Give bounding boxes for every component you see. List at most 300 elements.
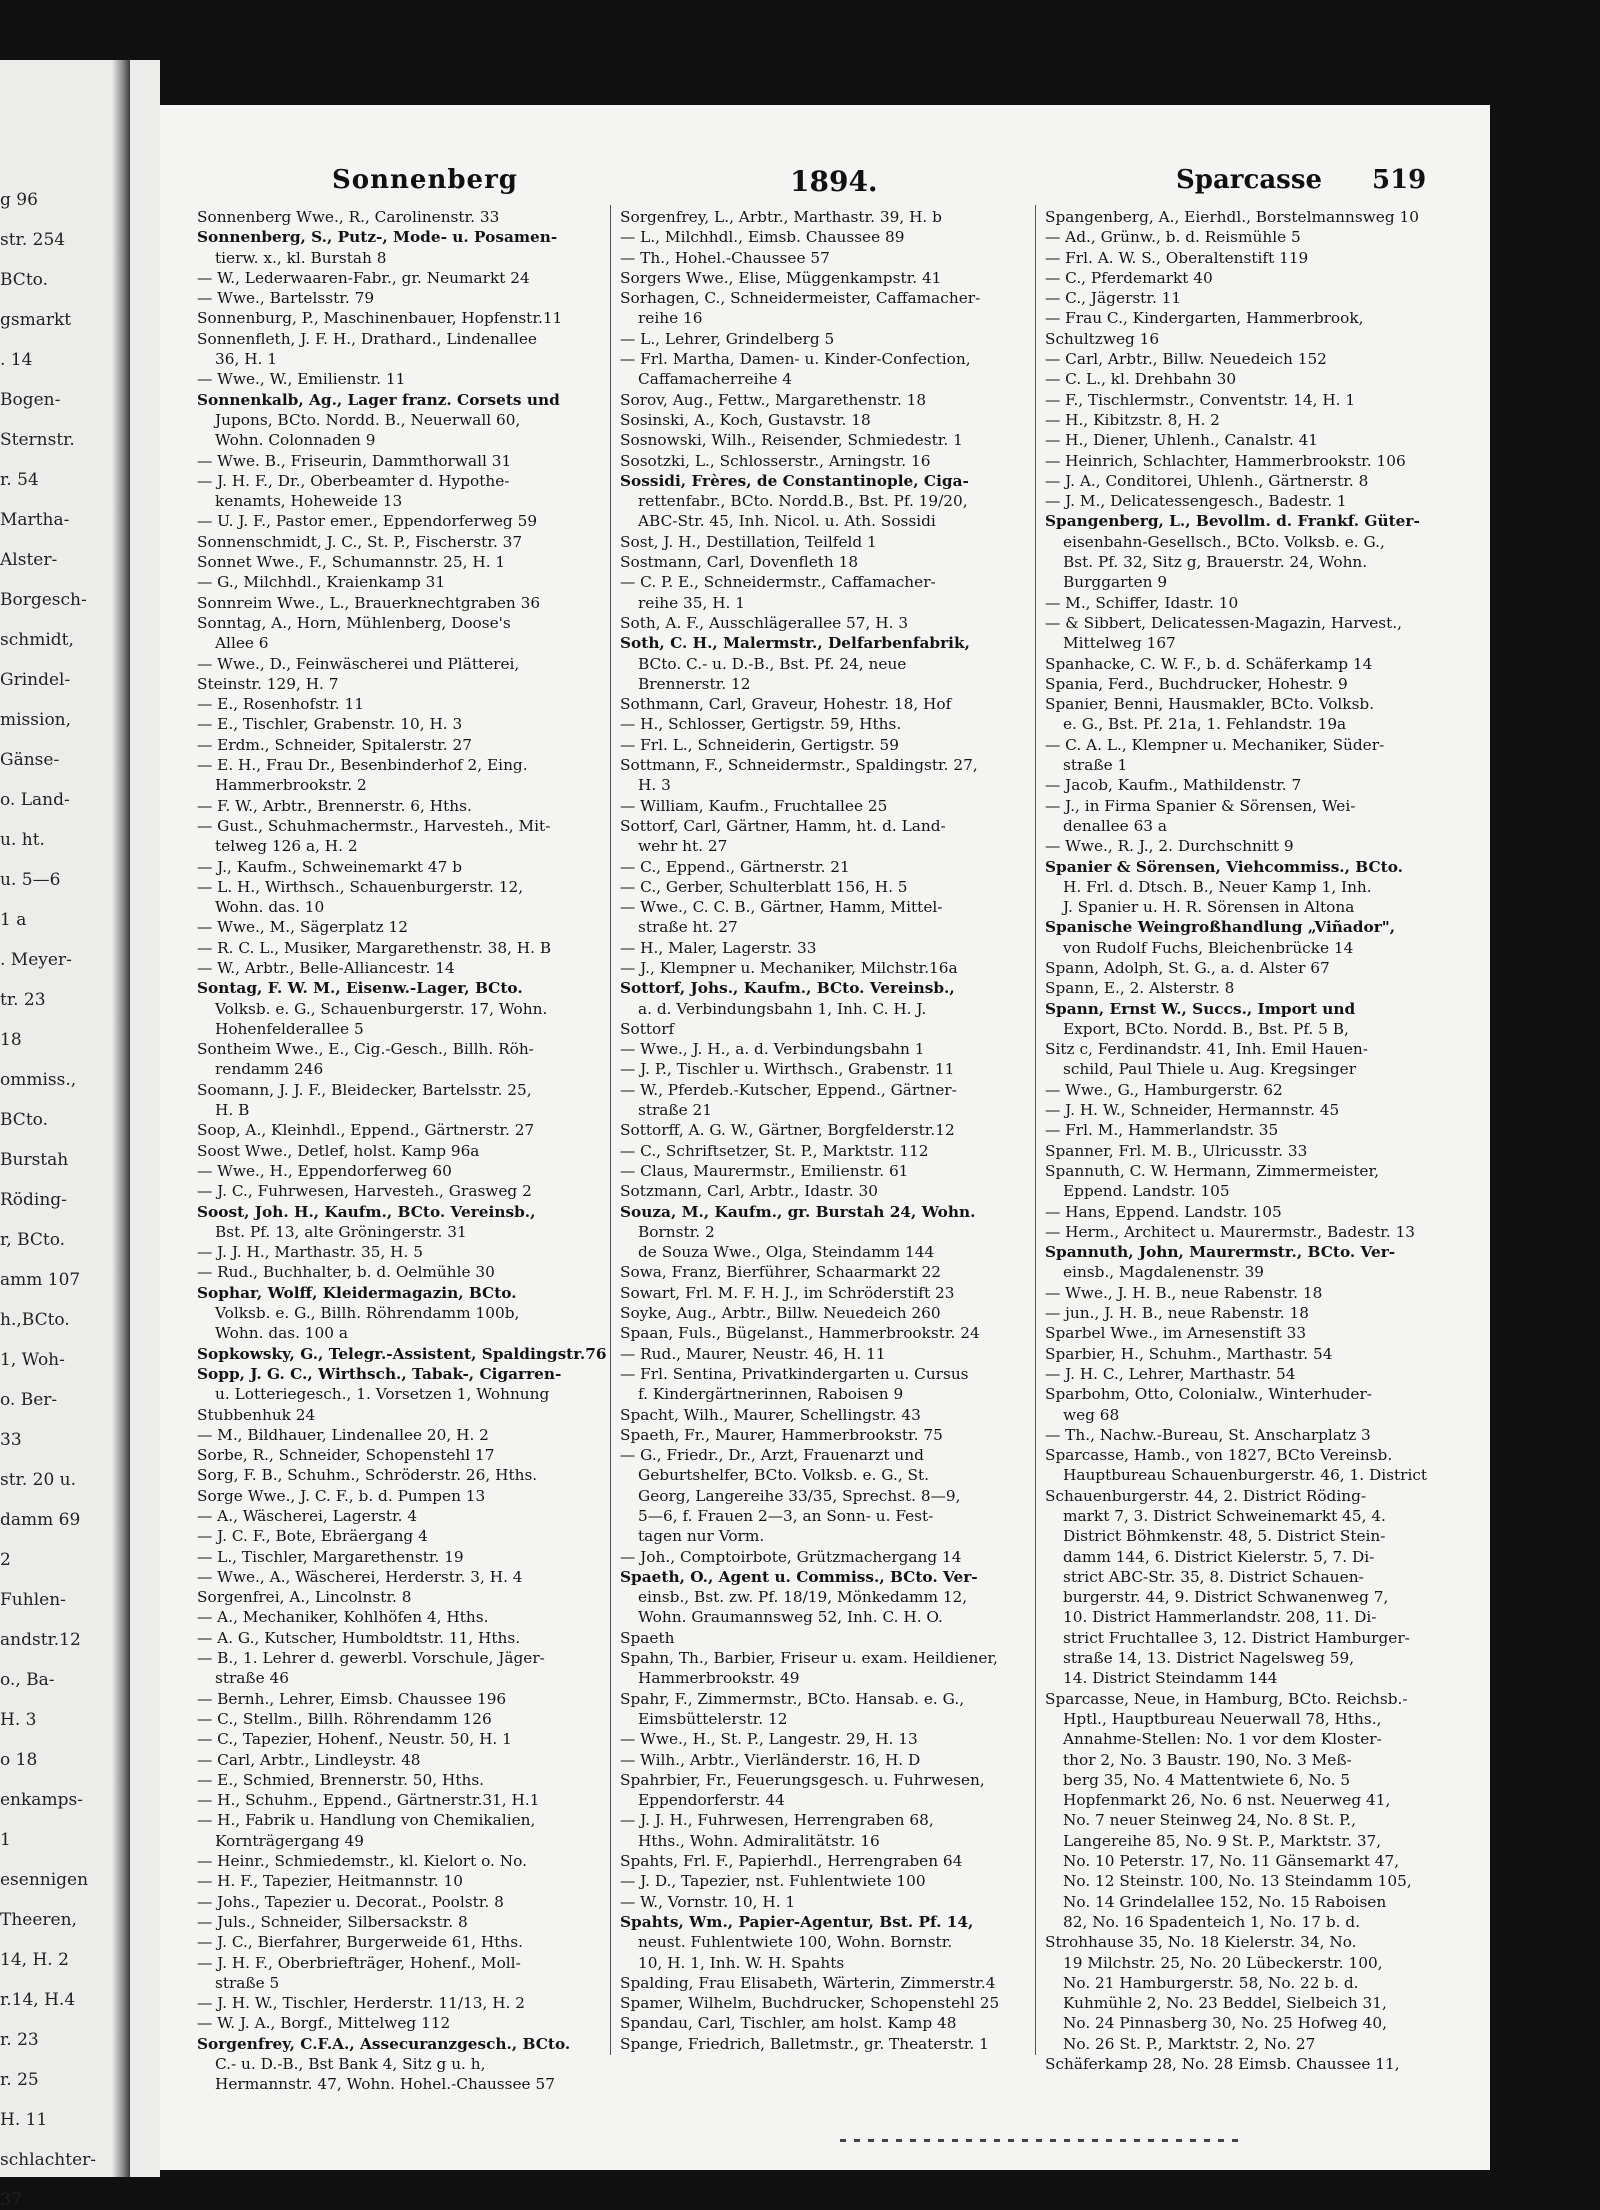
column-2 <box>620 207 1018 2054</box>
directory-entry-line: — Gust., Schuhmachermstr., Harvesteh., Mit- <box>197 816 551 835</box>
previous-page-fragment: u. ht. <box>0 830 45 850</box>
directory-entry-line: Brennerstr. 12 <box>638 674 751 693</box>
directory-entry-line: straße 5 <box>215 1973 280 1992</box>
directory-entry-line: Steinstr. 129, H. 7 <box>197 674 339 693</box>
previous-page-fragment: Sternstr. <box>0 430 75 450</box>
previous-page-fragment: Martha- <box>0 510 70 530</box>
directory-entry-line: 19 Milchstr. 25, No. 20 Lübeckerstr. 100, <box>1063 1953 1383 1972</box>
directory-entry-line: — Wwe., W., Emilienstr. 11 <box>197 370 406 389</box>
directory-entry-line: — B., 1. Lehrer d. gewerbl. Vorschule, Jäger- <box>197 1649 545 1668</box>
directory-entry-line: — C., Schriftsetzer, St. P., Marktstr. 112 <box>620 1141 929 1160</box>
directory-entry-line: Sontag, F. W. M., Eisenw.-Lager, BCto. <box>197 979 523 998</box>
directory-entry-line: tagen nur Vorm. <box>638 1527 765 1546</box>
directory-entry-line: Hths., Wohn. Admiralitätstr. 16 <box>638 1831 880 1850</box>
directory-entry-line: — Wwe., C. C. B., Gärtner, Hamm, Mittel- <box>620 898 943 917</box>
directory-entry-line: Allee 6 <box>215 634 269 653</box>
directory-entry-line: Sothmann, Carl, Graveur, Hohestr. 18, Hof <box>620 695 952 714</box>
directory-entry-line: — jun., J. H. B., neue Rabenstr. 18 <box>1045 1304 1309 1323</box>
directory-entry-line: — C., Eppend., Gärtnerstr. 21 <box>620 857 850 876</box>
directory-entry-line: — Claus, Maurermstr., Emilienstr. 61 <box>620 1161 909 1180</box>
directory-entry-line: — Frl. Sentina, Privatkindergarten u. Cursus <box>620 1364 969 1383</box>
directory-entry-line: — J. H. F., Oberbriefträger, Hohenf., Moll- <box>197 1953 521 1972</box>
directory-entry-line: strict Fruchtallee 3, 12. District Hamburger- <box>1063 1628 1410 1647</box>
directory-entry-line: Sostmann, Carl, Dovenfleth 18 <box>620 553 859 572</box>
directory-entry-line: — William, Kaufm., Fruchtallee 25 <box>620 796 888 815</box>
directory-entry-line: — C., Pferdemarkt 40 <box>1045 268 1213 287</box>
previous-page-fragment: BCto. <box>0 270 48 290</box>
directory-entry-line: No. 26 St. P., Marktstr. 2, No. 27 <box>1063 2034 1316 2053</box>
directory-entry-line: Sonnenberg, S., Putz-, Mode- u. Posamen- <box>197 228 558 247</box>
directory-entry-line: No. 24 Pinnasberg 30, No. 25 Hofweg 40, <box>1063 2014 1387 2033</box>
previous-page-fragment: schlachter- <box>0 2150 96 2170</box>
directory-entry-line: Soomann, J. J. F., Bleidecker, Bartelsstr. 25, <box>197 1080 532 1099</box>
directory-entry-line: — J. C., Fuhrwesen, Harvesteh., Grasweg 2 <box>197 1182 532 1201</box>
previous-page-fragment: damm 69 <box>0 1510 81 1530</box>
directory-entry-line: Spahr, F., Zimmermstr., BCto. Hansab. e. G., <box>620 1689 965 1708</box>
directory-entry-line: Hammerbrookstr. 2 <box>215 776 367 795</box>
directory-entry-line: Sottmann, F., Schneidermstr., Spaldingstr. 27, <box>620 756 978 775</box>
directory-entry-line: Sost, J. H., Destillation, Teilfeld 1 <box>620 532 877 551</box>
directory-entry-line: — R. C. L., Musiker, Margarethenstr. 38, H. B <box>197 938 552 957</box>
directory-entry-line: — J., in Firma Spanier & Sörensen, Wei- <box>1045 796 1356 815</box>
previous-page-fragment: Theeren, <box>0 1910 77 1930</box>
previous-page-fragment: 1 <box>0 1830 11 1850</box>
column-divider <box>610 205 611 2055</box>
directory-entry-line: Eppend. Landstr. 105 <box>1063 1182 1230 1201</box>
directory-entry-line: — Rud., Maurer, Neustr. 46, H. 11 <box>620 1344 886 1363</box>
directory-entry-line: Sottorf, Carl, Gärtner, Hamm, ht. d. Land- <box>620 816 946 835</box>
directory-entry-line: reihe 35, H. 1 <box>638 593 746 612</box>
directory-entry-line: — F. W., Arbtr., Brennerstr. 6, Hths. <box>197 796 472 815</box>
previous-page-fragment: 18 <box>0 1030 22 1050</box>
directory-entry-line: Sitz c, Ferdinandstr. 41, Inh. Emil Hauen- <box>1045 1040 1368 1059</box>
directory-entry-line: Sonnenburg, P., Maschinenbauer, Hopfenstr.11 <box>197 309 563 328</box>
directory-entry-line: 10, H. 1, Inh. W. H. Spahts <box>638 1953 845 1972</box>
previous-page-fragment: . 14 <box>0 350 33 370</box>
directory-entry-line: Souza, M., Kaufm., gr. Burstah 24, Wohn. <box>620 1202 976 1221</box>
previous-page-fragment: andstr.12 <box>0 1630 81 1650</box>
directory-entry-line: — M., Schiffer, Idastr. 10 <box>1045 593 1239 612</box>
directory-entry-line: Eimsbüttelerstr. 12 <box>638 1709 788 1728</box>
directory-entry-line: berg 35, No. 4 Mattentwiete 6, No. 5 <box>1063 1770 1351 1789</box>
directory-entry-line: — E., Rosenhofstr. 11 <box>197 695 364 714</box>
directory-entry-line: kenamts, Hoheweide 13 <box>215 492 403 511</box>
directory-entry-line: Sopp, J. G. C., Wirthsch., Tabak-, Cigarren- <box>197 1364 562 1383</box>
directory-entry-line: — Frl. A. W. S., Oberaltenstift 119 <box>1045 248 1309 267</box>
previous-page-fragment: gsmarkt <box>0 310 72 330</box>
directory-entry-line: Mittelweg 167 <box>1063 634 1176 653</box>
directory-entry-line: — W., Lederwaaren-Fabr., gr. Neumarkt 24 <box>197 268 530 287</box>
directory-entry-line: Spahn, Th., Barbier, Friseur u. exam. Heildiener, <box>620 1649 998 1668</box>
directory-entry-line: Spahrbier, Fr., Feuerungsgesch. u. Fuhrwesen, <box>620 1770 985 1789</box>
directory-entry-line: — Carl, Arbtr., Billw. Neuedeich 152 <box>1045 350 1327 369</box>
directory-entry-line: Sopkowsky, G., Telegr.-Assistent, Spaldingstr.76 <box>197 1344 607 1363</box>
directory-entry-line: Burggarten 9 <box>1063 573 1168 592</box>
directory-entry-line: — Wwe., A., Wäscherei, Herderstr. 3, H. 4 <box>197 1567 523 1586</box>
directory-entry-line: Sosnowski, Wilh., Reisender, Schmiedestr. 1 <box>620 431 963 450</box>
directory-entry-line: — L. H., Wirthsch., Schauenburgerstr. 12, <box>197 877 524 896</box>
directory-entry-line: — C. A. L., Klempner u. Mechaniker, Süder- <box>1045 735 1385 754</box>
previous-page-fragment: r. 54 <box>0 470 39 490</box>
directory-entry-line: reihe 16 <box>638 309 703 328</box>
previous-page-fragment: 2 <box>0 1550 11 1570</box>
directory-entry-line: straße 14, 13. District Nagelsweg 59, <box>1063 1649 1355 1668</box>
directory-entry-line: Sparbohm, Otto, Colonialw., Winterhuder- <box>1045 1385 1372 1404</box>
directory-entry-line: Sorg, F. B., Schuhm., Schröderstr. 26, Hths. <box>197 1466 538 1485</box>
directory-entry-line: weg 68 <box>1063 1405 1120 1424</box>
directory-entry-line: einsb., Bst. zw. Pf. 18/19, Mönkedamm 12, <box>638 1588 968 1607</box>
directory-entry-line: — W., Vornstr. 10, H. 1 <box>620 1892 796 1911</box>
previous-page-fragment: Fuhlen- <box>0 1590 66 1610</box>
directory-entry-line: District Böhmkenstr. 48, 5. District Stein- <box>1063 1527 1386 1546</box>
previous-page-fragment: o. Land- <box>0 790 70 810</box>
directory-page <box>160 105 1490 2170</box>
directory-entry-line: Spanner, Frl. M. B., Ulricusstr. 33 <box>1045 1141 1308 1160</box>
directory-entry-line: — Hans, Eppend. Landstr. 105 <box>1045 1202 1282 1221</box>
previous-page-fragment: Burstah <box>0 1150 69 1170</box>
directory-entry-line: Sorgers Wwe., Elise, Müggenkampstr. 41 <box>620 268 942 287</box>
directory-entry-line: — Wwe., R. J., 2. Durchschnitt 9 <box>1045 837 1294 856</box>
directory-entry-line: Spange, Friedrich, Balletmstr., gr. Theaterstr. 1 <box>620 2034 989 2053</box>
directory-entry-line: Soyke, Aug., Arbtr., Billw. Neuedeich 260 <box>620 1304 941 1323</box>
directory-entry-line: — Frau C., Kindergarten, Hammerbrook, <box>1045 309 1364 328</box>
directory-entry-line: Hammerbrookstr. 49 <box>638 1669 800 1688</box>
directory-entry-line: 5—6, f. Frauen 2—3, an Sonn- u. Fest- <box>638 1507 934 1525</box>
directory-entry-line: telweg 126 a, H. 2 <box>215 837 358 856</box>
directory-entry-line: Spaeth <box>620 1628 675 1647</box>
previous-page-fragment: Gänse- <box>0 750 60 770</box>
previous-page-fragment: . Meyer- <box>0 950 72 970</box>
directory-entry-line: von Rudolf Fuchs, Bleichenbrücke 14 <box>1063 938 1354 957</box>
directory-entry-line: f. Kindergärtnerinnen, Raboisen 9 <box>638 1385 904 1404</box>
previous-page-fragment: Alster- <box>0 550 58 570</box>
directory-entry-line: C.- u. D.-B., Bst Bank 4, Sitz g u. h, <box>215 2055 486 2074</box>
directory-entry-line: Sontheim Wwe., E., Cig.-Gesch., Billh. Röh- <box>197 1040 534 1059</box>
directory-entry-line: — A., Mechaniker, Kohlhöfen 4, Hths. <box>197 1608 489 1627</box>
directory-entry-line: — H., Fabrik u. Handlung von Chemikalien, <box>197 1811 536 1830</box>
directory-entry-line: Soth, C. H., Malermstr., Delfarbenfabrik, <box>620 634 970 653</box>
directory-entry-line: Bst. Pf. 13, alte Gröningerstr. 31 <box>215 1222 467 1241</box>
directory-entry-line: rendamm 246 <box>215 1060 324 1079</box>
directory-entry-line: Strohhause 35, No. 18 Kielerstr. 34, No. <box>1045 1933 1357 1952</box>
directory-entry-line: Sottorf <box>620 1019 675 1038</box>
previous-page-fragment: 33 <box>0 1430 22 1450</box>
directory-entry-line: Soth, A. F., Ausschlägerallee 57, H. 3 <box>620 613 909 632</box>
directory-entry-line: — A. G., Kutscher, Humboldtstr. 11, Hths. <box>197 1628 521 1647</box>
directory-entry-line: — J. A., Conditorei, Uhlenh., Gärtnerstr. 8 <box>1045 471 1369 490</box>
directory-entry-line: — H. F., Tapezier, Heitmannstr. 10 <box>197 1872 463 1891</box>
directory-entry-line: Spann, Ernst W., Succs., Import und <box>1045 999 1356 1018</box>
directory-entry-line: Sparbel Wwe., im Arnesenstift 33 <box>1045 1324 1307 1343</box>
directory-entry-line: — Wwe., J. H. B., neue Rabenstr. 18 <box>1045 1283 1323 1302</box>
directory-entry-line: Volksb. e. G., Schauenburgerstr. 17, Wohn. <box>215 999 548 1018</box>
directory-entry-line: Spandau, Carl, Tischler, am holst. Kamp 48 <box>620 2014 957 2033</box>
directory-entry-line: a. d. Verbindungsbahn 1, Inh. C. H. J. <box>638 999 927 1018</box>
directory-entry-line: — Frl. Martha, Damen- u. Kinder-Confection, <box>620 350 971 369</box>
directory-entry-line: Caffamacherreihe 4 <box>638 370 792 389</box>
directory-entry-line: straße 21 <box>638 1101 713 1120</box>
directory-entry-line: Hptl., Hauptbureau Neuerwall 78, Hths., <box>1063 1709 1382 1728</box>
previous-page-fragment: 1 a <box>0 910 27 930</box>
directory-entry-line: — Wwe. B., Friseurin, Dammthorwall 31 <box>197 451 512 470</box>
directory-entry-line: Spannuth, John, Maurermstr., BCto. Ver- <box>1045 1243 1396 1262</box>
directory-entry-line: — J. J. H., Fuhrwesen, Herrengraben 68, <box>620 1811 934 1830</box>
directory-entry-line: No. 12 Steinstr. 100, No. 13 Steindamm 105, <box>1063 1872 1412 1891</box>
directory-entry-line: Soost Wwe., Detlef, holst. Kamp 96a <box>197 1141 480 1160</box>
directory-entry-line: — G., Friedr., Dr., Arzt, Frauenarzt und <box>620 1446 924 1465</box>
directory-entry-line: — Juls., Schneider, Silbersackstr. 8 <box>197 1912 468 1931</box>
directory-entry-line: — Jacob, Kaufm., Mathildenstr. 7 <box>1045 776 1302 795</box>
directory-entry-line: Volksb. e. G., Billh. Röhrendamm 100b, <box>215 1304 520 1323</box>
directory-entry-line: — W. J. A., Borgf., Mittelweg 112 <box>197 2014 451 2033</box>
column-3 <box>1045 207 1465 2074</box>
directory-entry-line: Sorbe, R., Schneider, Schopenstehl 17 <box>197 1446 495 1465</box>
directory-entry-line: — G., Milchhdl., Kraienkamp 31 <box>197 573 446 592</box>
directory-entry-line: — Bernh., Lehrer, Eimsb. Chaussee 196 <box>197 1689 507 1708</box>
directory-entry-line: — & Sibbert, Delicatessen-Magazin, Harvest., <box>1045 613 1403 632</box>
directory-entry-line: Hermannstr. 47, Wohn. Hohel.-Chaussee 57 <box>215 2075 555 2094</box>
previous-page-fragment: esennigen <box>0 1870 89 1890</box>
directory-entry-line: Spahts, Wm., Papier-Agentur, Bst. Pf. 14, <box>620 1912 974 1931</box>
previous-page-fragment: str. 254 <box>0 230 66 250</box>
previous-page-fragment: enkamps- <box>0 1790 83 1810</box>
directory-entry-line: Wohn. das. 10 <box>215 898 325 917</box>
directory-entry-line: — Erdm., Schneider, Spitalerstr. 27 <box>197 735 472 754</box>
directory-entry-line: — E., Schmied, Brennerstr. 50, Hths. <box>197 1770 485 1789</box>
directory-entry-line: wehr ht. 27 <box>638 837 728 856</box>
directory-entry-line: Spaeth, O., Agent u. Commiss., BCto. Ver- <box>620 1567 978 1586</box>
previous-page-fragment: H. 3 <box>0 1710 37 1730</box>
directory-entry-line: Spangenberg, L., Bevollm. d. Frankf. Güter- <box>1045 512 1420 531</box>
directory-entry-line: straße 46 <box>215 1669 290 1688</box>
directory-entry-line: BCto. C.- u. D.-B., Bst. Pf. 24, neue <box>638 654 907 673</box>
directory-entry-line: Sowart, Frl. M. F. H. J., im Schröderstift 23 <box>620 1283 955 1302</box>
previous-page-fragment: r, BCto. <box>0 1230 66 1250</box>
directory-entry-line: Sorge Wwe., J. C. F., b. d. Pumpen 13 <box>197 1486 486 1505</box>
directory-entry-line: — J. C., Bierfahrer, Burgerweide 61, Hths. <box>197 1933 523 1952</box>
directory-entry-line: — C., Gerber, Schulterblatt 156, H. 5 <box>620 877 908 896</box>
directory-entry-line: — J., Kaufm., Schweinemarkt 47 b <box>197 857 463 876</box>
directory-entry-line: H. 3 <box>638 776 671 795</box>
directory-entry-line: — J. H. W., Tischler, Herderstr. 11/13, H. 2 <box>197 1994 526 2013</box>
directory-entry-line: — L., Tischler, Margarethenstr. 19 <box>197 1547 464 1566</box>
page-number: 519 <box>1372 165 1427 195</box>
directory-entry-line: — Wwe., M., Sägerplatz 12 <box>197 918 408 937</box>
directory-entry-line: — H., Kibitzstr. 8, H. 2 <box>1045 410 1220 429</box>
directory-entry-line: Schauenburgerstr. 44, 2. District Röding- <box>1045 1486 1367 1505</box>
directory-entry-line: Spann, Adolph, St. G., a. d. Alster 67 <box>1045 958 1330 977</box>
previous-page-fragment: Grindel- <box>0 670 71 690</box>
directory-entry-line: — J. H. F., Dr., Oberbeamter d. Hypothe- <box>197 471 510 490</box>
directory-entry-line: 14. District Steindamm 144 <box>1063 1669 1278 1688</box>
directory-entry-line: No. 7 neuer Steinweg 24, No. 8 St. P., <box>1063 1811 1356 1830</box>
directory-entry-line: Schultzweg 16 <box>1045 329 1160 348</box>
directory-entry-line: Sorhagen, C., Schneidermeister, Caffamacher- <box>620 289 981 308</box>
directory-entry-line: H. Frl. d. Dtsch. B., Neuer Kamp 1, Inh. <box>1063 877 1372 896</box>
directory-entry-line: — H., Schlosser, Gertigstr. 59, Hths. <box>620 715 902 734</box>
directory-entry-line: Sonnenkalb, Ag., Lager franz. Corsets und <box>197 390 560 409</box>
directory-entry-line: Spanier, Benni, Hausmakler, BCto. Volksb. <box>1045 695 1375 714</box>
directory-entry-line: — J. M., Delicatessengesch., Badestr. 1 <box>1045 492 1347 511</box>
directory-entry-line: straße ht. 27 <box>638 918 738 937</box>
directory-entry-line: — Ad., Grünw., b. d. Reismühle 5 <box>1045 228 1301 247</box>
directory-entry-line: einsb., Magdalenenstr. 39 <box>1063 1263 1265 1282</box>
directory-entry-line: Schäferkamp 28, No. 28 Eimsb. Chaussee 11, <box>1045 2055 1400 2074</box>
directory-entry-line: Kuhmühle 2, No. 23 Beddel, Sielbeich 31, <box>1063 1994 1387 2013</box>
directory-entry-line: Annahme-Stellen: No. 1 vor dem Kloster- <box>1063 1730 1382 1749</box>
directory-entry-line: Sonnenberg Wwe., R., Carolinenstr. 33 <box>197 208 500 226</box>
previous-page-fragment: str. 20 u. <box>0 1470 77 1490</box>
directory-entry-line: Sophar, Wolff, Kleidermagazin, BCto. <box>197 1283 517 1302</box>
directory-entry-line: Spanier & Sörensen, Viehcommiss., BCto. <box>1045 857 1403 876</box>
directory-entry-line: — Joh., Comptoirbote, Grützmachergang 14 <box>620 1547 962 1566</box>
previous-page-fragment: 37 <box>0 2190 22 2210</box>
directory-entry-line: Spaeth, Fr., Maurer, Hammerbrookstr. 75 <box>620 1425 943 1444</box>
directory-entry-line: Sottorf, Johs., Kaufm., BCto. Vereinsb., <box>620 979 955 998</box>
directory-entry-line: Stubbenhuk 24 <box>197 1405 316 1424</box>
previous-page-fragment: tr. 23 <box>0 990 46 1010</box>
directory-entry-line: — Herm., Architect u. Maurermstr., Badestr. 13 <box>1045 1222 1416 1241</box>
directory-entry-line: Sparcasse, Hamb., von 1827, BCto Vereinsb. <box>1045 1446 1393 1465</box>
directory-entry-line: — H., Maler, Lagerstr. 33 <box>620 938 817 957</box>
directory-entry-line: — J. D., Tapezier, nst. Fuhlentwiete 100 <box>620 1872 926 1891</box>
directory-entry-line: Sowa, Franz, Bierführer, Schaarmarkt 22 <box>620 1263 942 1282</box>
previous-page-fragment: o., Ba- <box>0 1670 55 1690</box>
running-header <box>160 165 1490 205</box>
previous-page-fragment: BCto. <box>0 1110 48 1130</box>
directory-entry-line: Spanische Weingroßhandlung „Viñador", <box>1045 918 1396 937</box>
directory-entry-line: — W., Arbtr., Belle-Alliancestr. 14 <box>197 958 455 977</box>
directory-entry-line: Sosinski, A., Koch, Gustavstr. 18 <box>620 410 871 429</box>
directory-entry-line: — Carl, Arbtr., Lindleystr. 48 <box>197 1750 421 1769</box>
directory-entry-line: — L., Lehrer, Grindelberg 5 <box>620 329 835 348</box>
directory-entry-line: — Wwe., D., Feinwäscherei und Plätterei, <box>197 654 520 673</box>
previous-page-fragment: r.14, H.4 <box>0 1990 76 2010</box>
directory-entry-line: No. 21 Hamburgerstr. 58, No. 22 b. d. <box>1063 1973 1359 1992</box>
previous-page-fragment: Bogen- <box>0 390 61 410</box>
bottom-print-mark <box>840 2139 1240 2142</box>
directory-entry-line: u. Lotteriegesch., 1. Vorsetzen 1, Wohnung <box>215 1385 550 1404</box>
directory-entry-line: — Th., Hohel.-Chaussee 57 <box>620 248 830 267</box>
directory-entry-line: — J. J. H., Marthastr. 35, H. 5 <box>197 1243 423 1262</box>
directory-entry-line: Sonnenfleth, J. F. H., Drathard., Lindenallee <box>197 329 537 348</box>
directory-entry-line: — J. H. W., Schneider, Hermannstr. 45 <box>1045 1101 1340 1120</box>
directory-entry-line: Langereihe 85, No. 9 St. P., Marktstr. 37, <box>1063 1831 1382 1850</box>
previous-page-fragment: amm 107 <box>0 1270 81 1290</box>
directory-entry-line: H. B <box>215 1101 250 1120</box>
directory-entry-line: — J., Klempner u. Mechaniker, Milchstr.16a <box>620 958 958 977</box>
directory-entry-line: — E., Tischler, Grabenstr. 10, H. 3 <box>197 715 463 734</box>
directory-entry-line: Sonnenschmidt, J. C., St. P., Fischerstr. 37 <box>197 532 523 551</box>
directory-entry-line: Sorov, Aug., Fettw., Margarethenstr. 18 <box>620 390 927 409</box>
directory-entry-line: — H., Schuhm., Eppend., Gärtnerstr.31, H.1 <box>197 1791 540 1810</box>
directory-entry-line: ABC-Str. 45, Inh. Nicol. u. Ath. Sossidi <box>638 512 936 531</box>
directory-entry-line: Spann, E., 2. Alsterstr. 8 <box>1045 979 1235 998</box>
previous-page-fragment: 14, H. 2 <box>0 1950 69 1970</box>
directory-entry-line: Sonnet Wwe., F., Schumannstr. 25, H. 1 <box>197 553 506 572</box>
directory-entry-line: Wohn. Colonnaden 9 <box>215 431 376 450</box>
directory-entry-line: — Heinrich, Schlachter, Hammerbrookstr. 106 <box>1045 451 1406 470</box>
directory-entry-line: Spalding, Frau Elisabeth, Wärterin, Zimmerstr.4 <box>620 1973 996 1992</box>
directory-entry-line: — E. H., Frau Dr., Besenbinderhof 2, Eing. <box>197 756 528 775</box>
directory-entry-line: — Rud., Buchhalter, b. d. Oelmühle 30 <box>197 1263 495 1282</box>
previous-page-fragment: mission, <box>0 710 72 730</box>
previous-page-fragment: ommiss., <box>0 1070 77 1090</box>
directory-entry-line: No. 14 Grindelallee 152, No. 15 Raboisen <box>1063 1892 1387 1911</box>
directory-entry-line: Geburtshelfer, BCto. Volksb. e. G., St. <box>638 1466 930 1485</box>
previous-page-fragment: u. 5—6 <box>0 870 61 890</box>
directory-entry-line: — Wilh., Arbtr., Vierländerstr. 16, H. D <box>620 1750 921 1769</box>
directory-entry-line: — C., Stellm., Billh. Röhrendamm 126 <box>197 1709 492 1728</box>
directory-entry-line: 10. District Hammerlandstr. 208, 11. Di- <box>1063 1608 1377 1627</box>
directory-entry-line: Kornträgergang 49 <box>215 1831 365 1850</box>
directory-entry-line: Hohenfelderallee 5 <box>215 1019 364 1038</box>
directory-entry-line: eisenbahn-Gesellsch., BCto. Volksb. e. G., <box>1063 532 1385 551</box>
directory-entry-line: Spannuth, C. W. Hermann, Zimmermeister, <box>1045 1161 1379 1180</box>
previous-page-fragment: 1, Woh- <box>0 1350 65 1370</box>
header-first-entry: Sonnenberg <box>332 165 518 195</box>
directory-entry-line: — A., Wäscherei, Lagerstr. 4 <box>197 1507 418 1525</box>
directory-entry-line: thor 2, No. 3 Baustr. 190, No. 3 Meß- <box>1063 1750 1352 1769</box>
header-last-entry: Sparcasse <box>1176 165 1322 195</box>
directory-entry-line: — Frl. M., Hammerlandstr. 35 <box>1045 1121 1279 1140</box>
directory-entry-line: de Souza Wwe., Olga, Steindamm 144 <box>638 1243 935 1262</box>
directory-entry-line: — Wwe., G., Hamburgerstr. 62 <box>1045 1080 1283 1099</box>
directory-entry-line: Soost, Joh. H., Kaufm., BCto. Vereinsb., <box>197 1202 536 1221</box>
directory-entry-line: — C., Tapezier, Hohenf., Neustr. 50, H. 1 <box>197 1730 512 1749</box>
directory-entry-line: — Johs., Tapezier u. Decorat., Poolstr. 8 <box>197 1892 504 1911</box>
directory-entry-line: — Wwe., J. H., a. d. Verbindungsbahn 1 <box>620 1040 925 1059</box>
directory-entry-line: Sossidi, Frères, de Constantinople, Ciga- <box>620 471 969 490</box>
directory-entry-line: — H., Diener, Uhlenh., Canalstr. 41 <box>1045 431 1319 450</box>
directory-entry-line: J. Spanier u. H. R. Sörensen in Altona <box>1063 898 1355 917</box>
directory-entry-line: Wohn. Graumannsweg 52, Inh. C. H. O. <box>638 1608 943 1627</box>
directory-entry-line: Sorgenfrey, C.F.A., Assecuranzgesch., BCto. <box>197 2034 571 2053</box>
previous-page-fragment: g 96 <box>0 190 38 210</box>
directory-entry-line: 36, H. 1 <box>215 350 277 369</box>
directory-entry-line: Sosotzki, L., Schlosserstr., Arningstr. 16 <box>620 451 931 470</box>
directory-entry-line: Bst. Pf. 32, Sitz g, Brauerstr. 24, Wohn. <box>1063 553 1368 572</box>
directory-entry-line: Georg, Langereihe 33/35, Sprechst. 8—9, <box>638 1486 961 1505</box>
previous-page-fragment: Röding- <box>0 1190 67 1210</box>
directory-entry-line: Sotzmann, Carl, Arbtr., Idastr. 30 <box>620 1182 878 1201</box>
directory-entry-line: Export, BCto. Nordd. B., Bst. Pf. 5 B, <box>1063 1019 1349 1038</box>
directory-entry-line: tierw. x., kl. Burstah 8 <box>215 248 387 267</box>
previous-page-fragment: schmidt, <box>0 630 74 650</box>
previous-page-edge <box>0 60 160 2210</box>
directory-entry-line: Spangenberg, A., Eierhdl., Borstelmannsweg 10 <box>1045 208 1419 226</box>
directory-entry-line: schild, Paul Thiele u. Aug. Kregsinger <box>1063 1060 1357 1079</box>
directory-entry-line: Sonntag, A., Horn, Mühlenberg, Doose's <box>197 613 511 632</box>
previous-page-fragment: r. 23 <box>0 2030 39 2050</box>
directory-entry-line: — F., Tischlermstr., Conventstr. 14, H. 1 <box>1045 390 1356 409</box>
directory-entry-line: — C. L., kl. Drehbahn 30 <box>1045 370 1237 389</box>
directory-entry-line: — C., Jägerstr. 11 <box>1045 289 1182 308</box>
directory-entry-line: Jupons, BCto. Nordd. B., Neuerwall 60, <box>215 410 521 429</box>
directory-entry-line: neust. Fuhlentwiete 100, Wohn. Bornstr. <box>638 1933 953 1952</box>
column-1 <box>197 207 607 2095</box>
directory-entry-line: — Th., Nachw.-Bureau, St. Anscharplatz 3 <box>1045 1425 1371 1444</box>
directory-entry-line: strict ABC-Str. 35, 8. District Schauen- <box>1063 1567 1364 1586</box>
directory-entry-line: Spamer, Wilhelm, Buchdrucker, Schopenstehl 25 <box>620 1994 1000 2013</box>
previous-page-fragment: H. 11 <box>0 2110 48 2130</box>
directory-entry-line: — Wwe., H., Eppendorferweg 60 <box>197 1161 452 1180</box>
directory-entry-line: Hauptbureau Schauenburgerstr. 46, 1. District <box>1063 1466 1428 1485</box>
directory-entry-line: Sonnreim Wwe., L., Brauerknechtgraben 36 <box>197 593 541 612</box>
directory-entry-line: straße 1 <box>1063 756 1128 775</box>
directory-entry-line: — Wwe., Bartelsstr. 79 <box>197 289 375 308</box>
directory-entry-line: Wohn. das. 100 a <box>215 1324 348 1343</box>
